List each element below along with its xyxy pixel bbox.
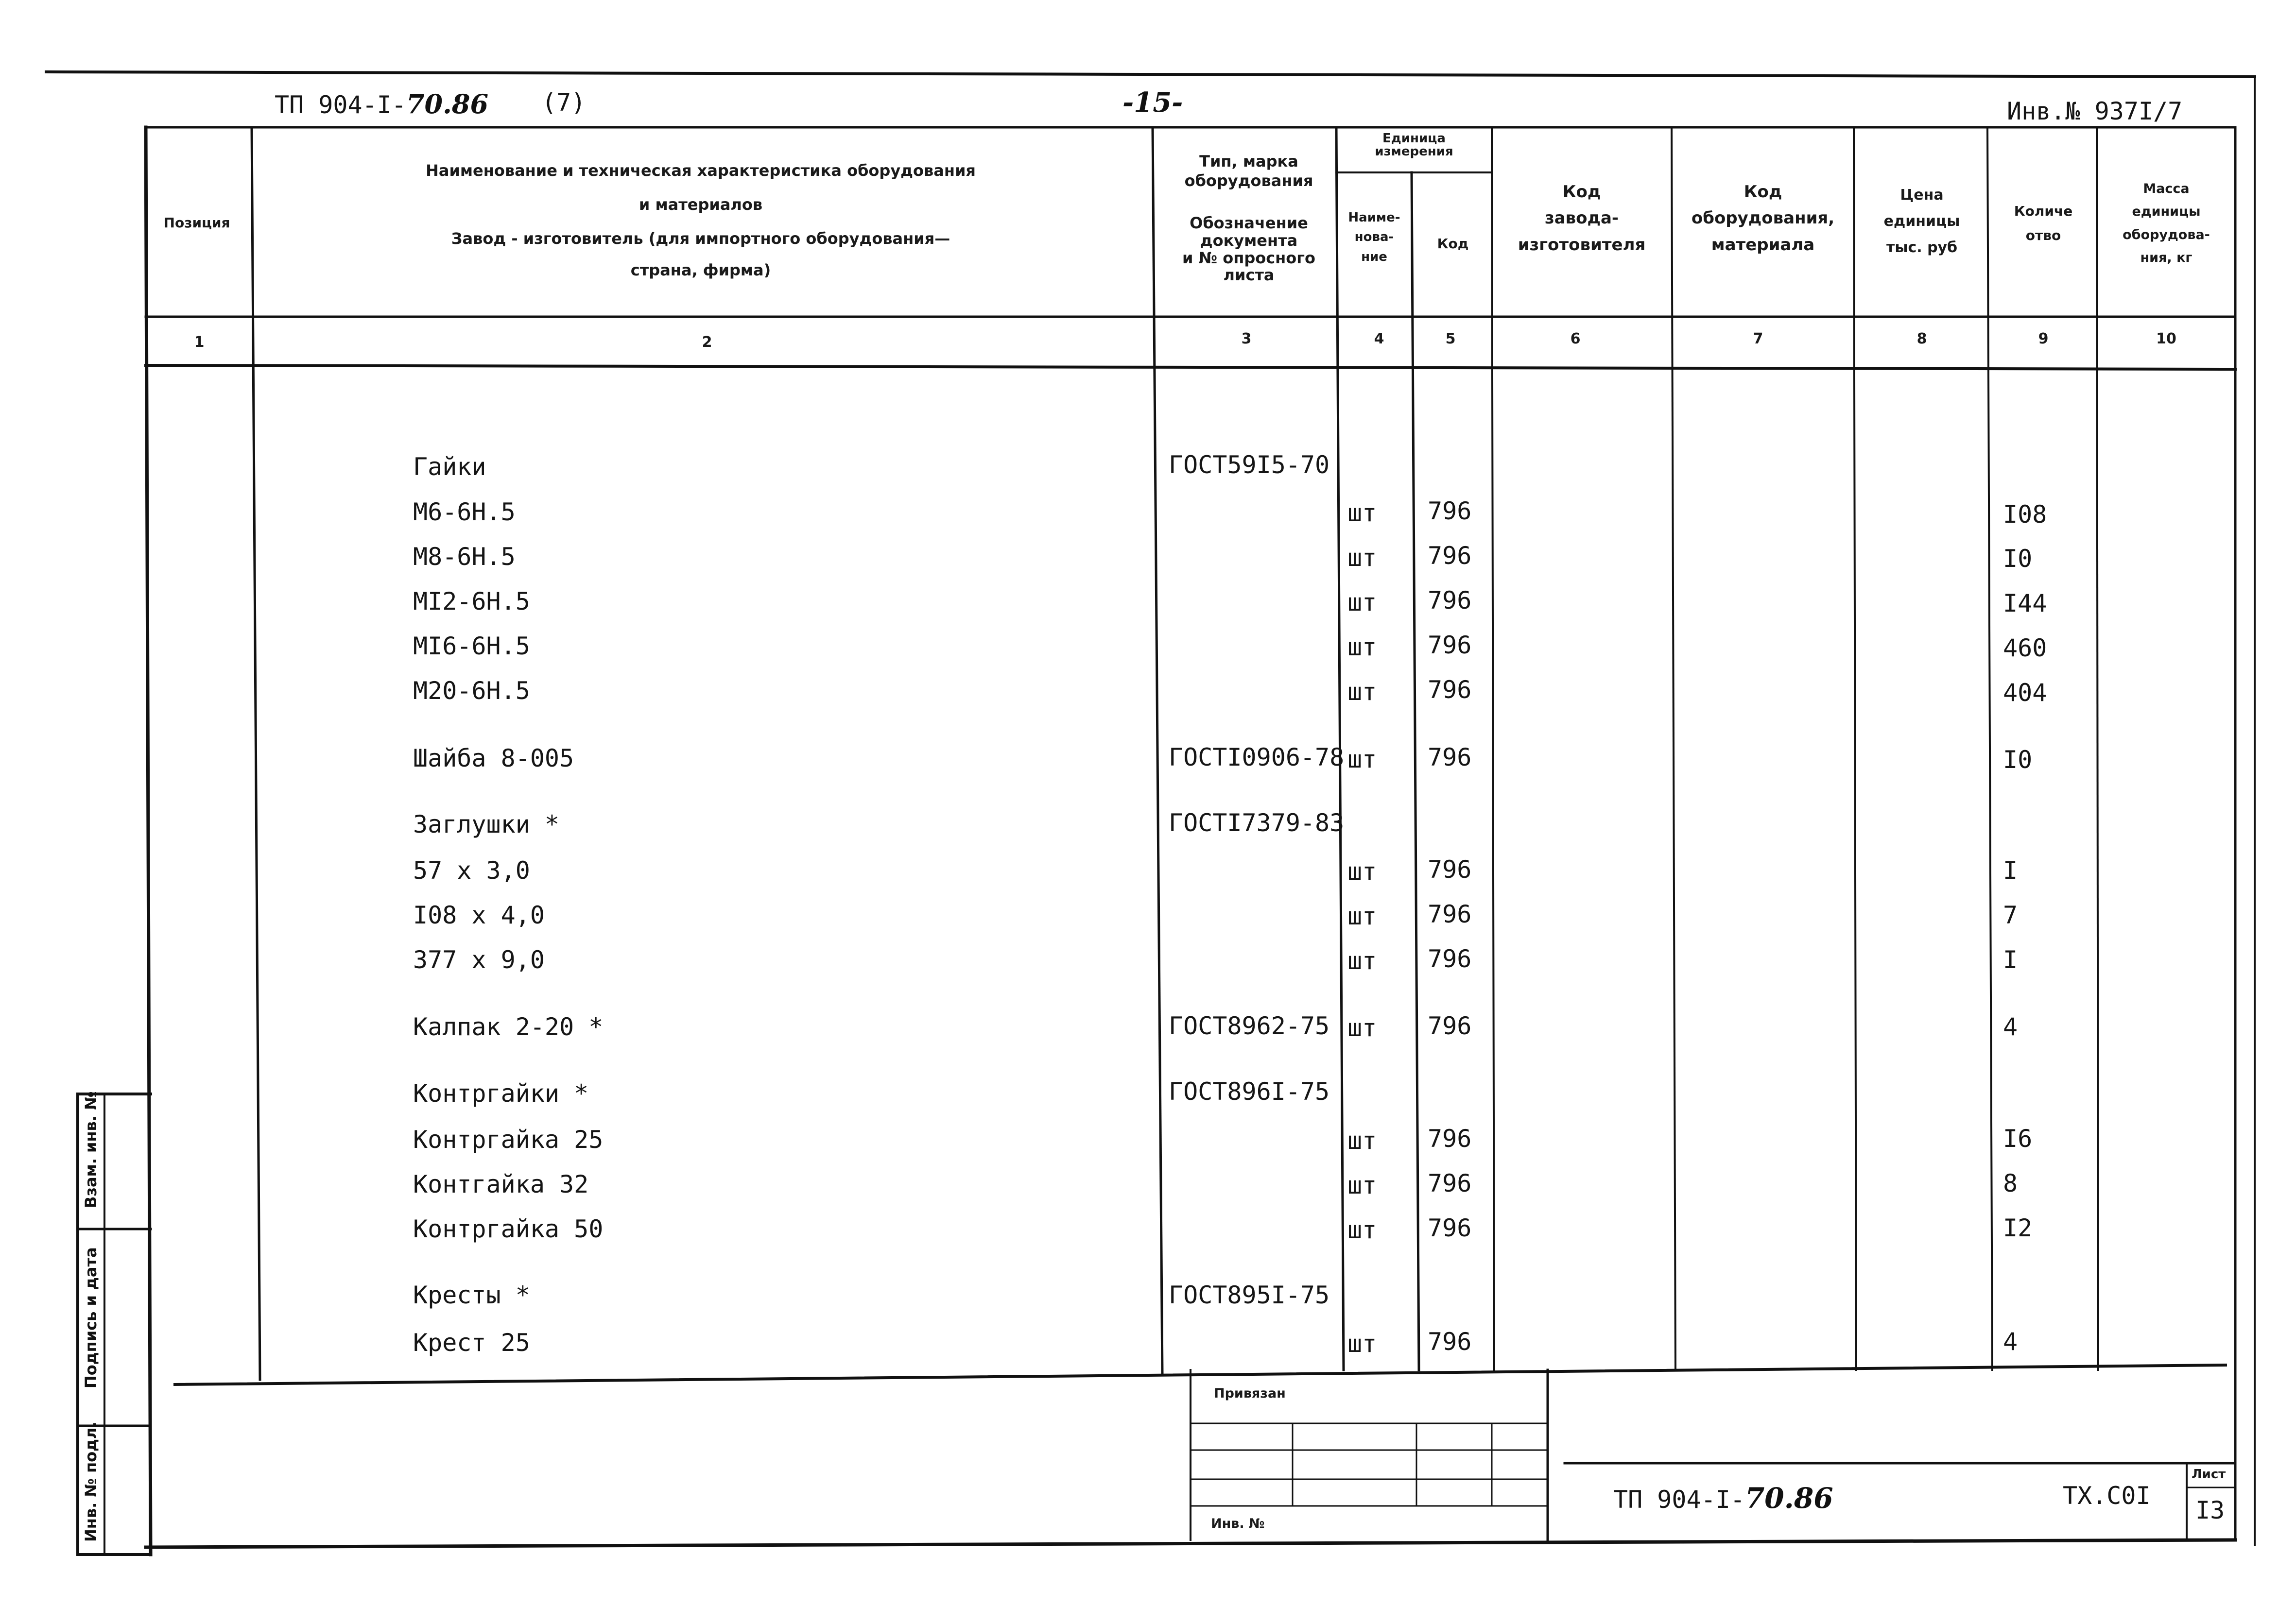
- doc-code-top: [275, 88, 488, 120]
- col-number-1: 1: [194, 334, 205, 351]
- row-quantity: I0: [2003, 746, 2033, 774]
- row-name: 57 х 3,0: [413, 856, 530, 885]
- row-name: Контгайка 32: [413, 1170, 589, 1198]
- row-name: Калпак 2-20 *: [413, 1013, 604, 1041]
- row-name: Гайки: [413, 453, 486, 481]
- row-quantity: I08: [2003, 500, 2047, 529]
- row-name: М8-6Н.5: [413, 543, 516, 571]
- row-unit-code: 796: [1428, 631, 1472, 659]
- row-document: ГОСТ59I5-70: [1169, 451, 1330, 479]
- row-unit-code: 796: [1428, 743, 1472, 771]
- row-quantity: I0: [2003, 545, 2033, 573]
- row-unit-code: 796: [1428, 542, 1472, 570]
- col-number-6: 6: [1570, 330, 1581, 347]
- row-quantity: 8: [2003, 1169, 2018, 1197]
- row-quantity: I: [2003, 946, 2018, 974]
- row-unit-code: 796: [1428, 1214, 1472, 1242]
- inventory-number: Инв.№ 937I/7: [2007, 97, 2183, 125]
- row-unit-code: 796: [1428, 586, 1472, 615]
- stamp-sheet-label: Лист: [2192, 1467, 2226, 1482]
- row-unit: шт: [1347, 857, 1377, 886]
- row-name: Крест 25: [413, 1329, 530, 1357]
- row-unit: шт: [1347, 1330, 1377, 1358]
- stamp-doc-code-handwritten: 70.86: [1744, 1482, 1833, 1515]
- col-number-9: 9: [2038, 330, 2049, 347]
- row-unit: шт: [1347, 633, 1377, 661]
- row-name: М20-6Н.5: [413, 677, 530, 705]
- stamp-sheet-code: ТХ.С0I: [2063, 1482, 2151, 1510]
- stamp-doc-code: [1613, 1482, 1833, 1515]
- row-name: МI2-6Н.5: [413, 587, 530, 615]
- row-name: МI6-6Н.5: [413, 632, 530, 660]
- row-unit: шт: [1347, 1014, 1377, 1042]
- row-unit: шт: [1347, 1171, 1377, 1199]
- row-quantity: I44: [2003, 589, 2047, 617]
- row-unit: шт: [1347, 947, 1377, 975]
- row-unit: шт: [1347, 745, 1377, 773]
- header-unit-price: Цена единицы тыс. руб: [1883, 187, 1960, 256]
- row-name: Шайба 8-005: [413, 744, 574, 772]
- row-quantity: 4: [2003, 1013, 2018, 1041]
- row-quantity: 460: [2003, 634, 2047, 662]
- row-quantity: I: [2003, 856, 2018, 885]
- col-number-2: 2: [702, 334, 712, 351]
- row-unit-code: 796: [1428, 497, 1472, 525]
- row-unit: шт: [1347, 588, 1377, 616]
- row-quantity: 4: [2003, 1328, 2018, 1356]
- col-number-3: 3: [1241, 330, 1252, 347]
- row-name: 377 х 9,0: [413, 946, 545, 974]
- col-number-8: 8: [1916, 330, 1927, 347]
- side-label-vzam: Взам. инв. №: [82, 1091, 100, 1208]
- row-quantity: I6: [2003, 1125, 2033, 1153]
- page-number: -15-: [1122, 86, 1183, 119]
- row-unit-code: 796: [1428, 1125, 1472, 1153]
- stamp-doc-code-prefix: ТП 904-I-: [1613, 1486, 1745, 1514]
- stamp-inv-no: Инв. №: [1211, 1516, 1265, 1531]
- row-document: ГОСТI0906-78: [1169, 743, 1345, 771]
- header-name-line-1: Наименование и техническая характеристика оборудования: [426, 161, 976, 180]
- header-name-line-4: страна, фирма): [630, 261, 771, 279]
- header-position: Позиция: [163, 215, 230, 231]
- stamp-privyazan: Привязан: [1214, 1386, 1286, 1401]
- row-quantity: 404: [2003, 679, 2047, 707]
- side-label-podpis: Подпись и дата: [82, 1247, 100, 1388]
- row-unit: шт: [1347, 1216, 1377, 1244]
- col-number-5: 5: [1445, 330, 1456, 347]
- row-name: Контргайка 50: [413, 1215, 604, 1243]
- row-document: ГОСТ896I-75: [1169, 1077, 1330, 1106]
- row-name: I08 х 4,0: [413, 901, 545, 929]
- row-unit: шт: [1347, 544, 1377, 572]
- header-unit-name: Наиме- нова- ние: [1348, 210, 1400, 264]
- row-name: Контргайка 25: [413, 1126, 604, 1154]
- row-unit-code: 796: [1428, 1012, 1472, 1040]
- row-unit: шт: [1347, 902, 1377, 930]
- row-name: М6-6Н.5: [413, 498, 516, 526]
- header-unit-code: Код: [1437, 236, 1469, 252]
- header-name-line-2: и материалов: [639, 195, 763, 214]
- doc-code-prefix: ТП 904-I-: [275, 91, 406, 119]
- row-unit: шт: [1347, 678, 1377, 706]
- row-document: ГОСТ8962-75: [1169, 1012, 1330, 1040]
- row-name: Заглушки *: [413, 810, 560, 838]
- header-equipment-code: Код оборудования, материала: [1691, 182, 1835, 255]
- row-quantity: I2: [2003, 1214, 2033, 1242]
- row-unit-code: 796: [1428, 945, 1472, 973]
- side-label-inv-podl: Инв. № подл.: [82, 1421, 100, 1542]
- row-unit: шт: [1347, 499, 1377, 527]
- header-type-brand: Тип, марка оборудования: [1184, 152, 1313, 190]
- row-unit-code: 796: [1428, 1169, 1472, 1197]
- header-factory-code: Код завода- изготовителя: [1518, 182, 1646, 255]
- header-quantity: Количе отво: [2014, 203, 2073, 244]
- header-name-line-3: Завод - изготовитель (для импортного оборудования—: [451, 229, 950, 248]
- doc-code-handwritten: 70.86: [406, 88, 489, 120]
- stamp-sheet-number: I3: [2195, 1496, 2225, 1524]
- col-number-7: 7: [1753, 330, 1763, 347]
- header-unit-mass: Масса единицы оборудова- ния, кг: [2123, 181, 2210, 265]
- col-number-4: 4: [1374, 330, 1384, 347]
- row-unit-code: 796: [1428, 676, 1472, 704]
- row-quantity: 7: [2003, 901, 2018, 929]
- header-document: Обозначение документа и № опросного листа: [1182, 214, 1315, 285]
- row-name: Контргайки *: [413, 1079, 589, 1108]
- row-unit: шт: [1347, 1127, 1377, 1155]
- row-unit-code: 796: [1428, 1328, 1472, 1356]
- header-unit-group: Единица измерения: [1375, 131, 1453, 159]
- col-number-10: 10: [2156, 330, 2176, 347]
- row-document: ГОСТI7379-83: [1169, 809, 1345, 837]
- row-name: Кресты *: [413, 1281, 530, 1309]
- row-unit-code: 796: [1428, 900, 1472, 928]
- doc-variant: (7): [542, 88, 586, 117]
- row-document: ГОСТ895I-75: [1169, 1281, 1330, 1309]
- row-unit-code: 796: [1428, 855, 1472, 884]
